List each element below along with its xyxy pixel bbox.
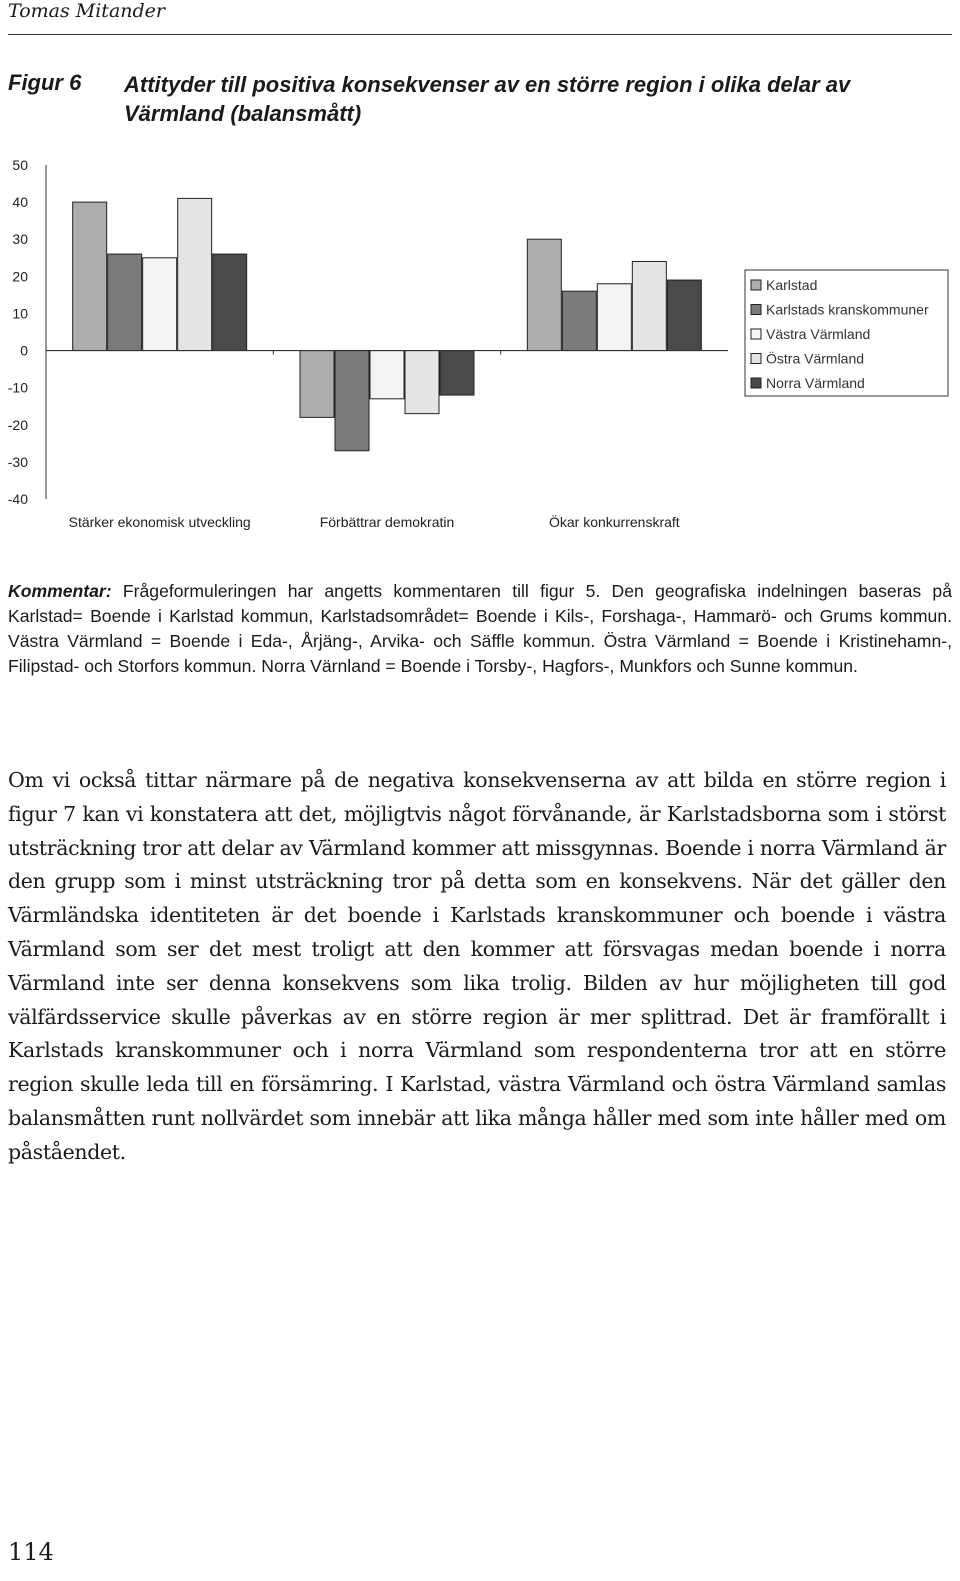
header-rule — [8, 34, 952, 35]
y-tick-label: -40 — [7, 491, 28, 507]
bar — [178, 198, 212, 350]
legend-label: Karlstads kranskommuner — [766, 301, 929, 318]
legend — [745, 270, 948, 396]
legend-swatch — [751, 280, 761, 290]
legend-swatch — [751, 354, 761, 364]
legend-label: Östra Värmland — [766, 350, 865, 367]
y-tick-label: -10 — [7, 379, 28, 396]
figure-title: Attityder till positiva konsekvenser av en större region i olika delar av Värmland (balansmått) — [124, 72, 851, 126]
y-tick-label: -20 — [7, 416, 28, 433]
legend-swatch — [751, 378, 761, 388]
bar — [527, 239, 561, 350]
bars — [73, 198, 702, 450]
running-head: Tomas Mitander — [8, 0, 165, 22]
bar — [597, 284, 631, 351]
y-tick-label: 30 — [12, 231, 28, 248]
category-label: Ökar konkurrenskraft — [548, 514, 680, 530]
legend-label: Västra Värmland — [766, 326, 871, 342]
bar — [108, 254, 142, 350]
legend-swatch — [751, 305, 761, 315]
category-label: Förbättrar demokratin — [319, 514, 455, 530]
legend-swatch — [751, 329, 761, 339]
bar — [440, 351, 474, 396]
bar — [335, 351, 369, 451]
bar-chart — [0, 150, 960, 550]
bar — [143, 258, 177, 351]
figure-label: Figur 6 — [8, 70, 82, 95]
bar — [213, 254, 247, 350]
bar — [405, 351, 439, 414]
bar — [300, 351, 334, 418]
bar — [632, 261, 666, 350]
y-tick-label: -30 — [7, 453, 28, 470]
legend-label: Karlstad — [766, 277, 818, 293]
comment-lead: Kommentar: — [8, 581, 112, 601]
y-tick-label: 20 — [12, 268, 28, 285]
body-paragraph: Om vi också tittar närmare på de negativa konsekvenserna av att bilda en större region i figur 7 kan vi konstatera att det, möjligtvis något förvånande, är Karlstadsborna som i störst utsträckning tror att delar av Värmland kommer att missgynnas. Boende i norra Värmland är den grupp som i minst utsträckning tror på detta som en konsekvens. När det gäller den Värmländska identiteten är det boende i Karlstads kranskommuner och boende i västra Värmland som ser det mest troligt att den kommer att försvagas medan boende i norra Värmland inte ser denna konsekvens som lika trolig. Bilden av hur möjligheten till god välfärdsservice skulle påverkas av en större region är mer splittrad. Det är framförallt i Karlstads kranskommuner och i norra Värmland som respondenterna tror att en större region skulle leda till en försämring. I Karlstad, västra Värmland och östra Värmland samlas balansmåtten runt nollvärdet som innebär att lika många håller med som inte håller med om påståendet. — [8, 768, 946, 1164]
bar — [667, 280, 701, 351]
bar — [370, 351, 404, 399]
y-axis-ticks — [8, 157, 28, 507]
page-number: 114 — [8, 1538, 54, 1566]
figure-comment — [8, 579, 952, 679]
y-tick-label: 0 — [20, 342, 28, 359]
y-tick-label: 10 — [12, 305, 28, 322]
comment-text: Frågeformuleringen har angetts kommentaren till figur 5. Den geografiska indelningen baseras på Karlstad= Boende i Karlstad kommun, Karlstadsområdet= Boende i Kils-, Forshaga-, Hammarö- och Grums kommun. Västra Värmland = Boende i Eda-, Årjäng-, Arvika- och Säffle kommun. Östra Värmland = Boende i Kristinehamn-, Filipstad- och Storfors kommun. Norra Värnland = Boende i Torsby-, Hagfors-, Munkfors och Sunne kommun. — [8, 581, 952, 676]
category-label: Stärker ekonomisk utveckling — [68, 514, 251, 530]
category-labels — [69, 513, 680, 530]
bar — [73, 202, 107, 350]
bar — [562, 291, 596, 350]
legend-label: Norra Värmland — [766, 375, 865, 391]
y-tick-label: 50 — [12, 157, 28, 173]
y-tick-label: 40 — [12, 194, 28, 211]
